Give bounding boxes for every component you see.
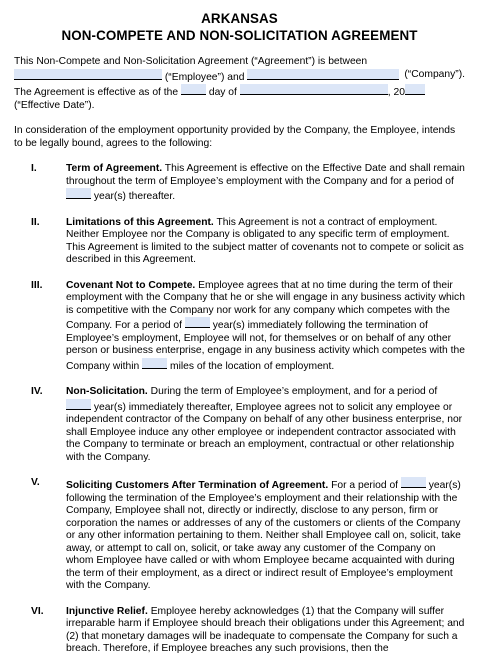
section-text: year(s) immediately following the termination of Employee’s employment, Employee will not, for themselves or on behalf of any other person or business enterprise, engage in any business activity which competes with the Company within [66, 320, 465, 372]
section-number: I. [31, 163, 37, 174]
section-number: VI. [31, 605, 44, 617]
section-number: II. [31, 216, 40, 228]
intro-block [14, 56, 465, 112]
customer-years-field[interactable] [401, 477, 426, 488]
day-label: day of [208, 87, 237, 98]
section-soliciting-customers [14, 477, 465, 593]
term-years-field[interactable] [66, 188, 91, 199]
section-title: Injunctive Relief. [66, 605, 148, 617]
employee-name-field[interactable] [14, 69, 162, 80]
section-text: This Agreement is not a contract of employment. Neither Employee nor the Company is obligated to any specific term of employment. This Agreement is limited to the subject matter of covenants not to compete or solicit as described in this Agreement. [66, 216, 464, 265]
section-term [14, 163, 465, 204]
section-title: Non-Solicitation. [66, 386, 148, 397]
non-solicitation-years-field[interactable] [66, 399, 91, 410]
document-title: NON-COMPETE AND NON-SOLICITATION AGREEMENT [61, 28, 418, 43]
section-text: miles of the location of employment. [167, 360, 335, 372]
year-field[interactable] [405, 84, 425, 95]
effective-prefix: The Agreement is effective as of the [14, 87, 179, 98]
day-field[interactable] [181, 84, 206, 95]
year-prefix: , 20 [387, 87, 405, 98]
section-title: Covenant Not to Compete. [66, 279, 196, 291]
employee-label: (“Employee”) and [164, 71, 245, 83]
non-compete-years-field[interactable] [185, 317, 210, 328]
section-text: year(s) immediately thereafter, Employee agrees not to solicit any employee or independent contractor of the Company on behalf of any other business enterprise, nor shall Employee induce any other employee or independent contractor associated with the Company to terminate or breach an employment, contractual or other relationship with the Company. [66, 401, 463, 463]
section-injunctive-relief [14, 606, 465, 656]
section-number: III. [31, 279, 43, 291]
company-label: (“Company”). [404, 68, 465, 80]
sections-list [14, 163, 465, 656]
section-text: Employee hereby acknowledges (1) that the Company will suffer irreparable harm if Employee should breach their obligations under this Agreement; and (2) that monetary damages will be inadequate to compensate the Company for such a breach. Therefore, if Employee breaches any such provisions, then the [66, 605, 465, 654]
effective-line [14, 84, 465, 100]
intro-line: This Non-Compete and Non-Solicitation Agreement (“Agreement”) is between [14, 56, 368, 67]
section-non-solicitation [14, 386, 465, 464]
section-text: During the term of Employee’s employment, and for a period of [147, 386, 438, 397]
section-title: Limitations of this Agreement. [66, 216, 214, 228]
section-text: This Agreement is effective on the Effective Date and shall remain throughout the term of Employee’s employment with the Company and for a period of [66, 163, 465, 187]
effective-date-label: (“Effective Date”). [14, 99, 95, 111]
section-number: V. [31, 477, 40, 488]
parties-line [14, 69, 465, 85]
section-text: Employee agrees that at no time during the term of their employment with the Company that he or she will engage in any business activity which is competitive with the Company nor work for any company which competes with the Company. For a period of [66, 279, 465, 331]
consideration-paragraph: In consideration of the employment opportunity provided by the Company, the Employee, intends to be legally bound, agrees to the following: [14, 125, 456, 149]
section-number: IV. [31, 386, 43, 397]
document-title-state: ARKANSAS [201, 11, 278, 26]
section-title: Soliciting Customers After Termination of Agreement. [66, 480, 329, 491]
section-title: Term of Agreement. [66, 163, 163, 174]
section-text: year(s) following the termination of the Employee’s employment and their relationship with the Company, Employee shall not, directly or indirectly, disclose to any person, firm or corporation the names or addresses of any of the customers or clients of the Company or any other information pertaining to them. Neither shall Employee call on, solicit, take away, or attempt to call on, solicit, or take away any customer of the Company on whom Employee have called or with whom Employee became acquainted with during the term of their employment, as a direct or indirect result of Employee’s employment with the Company. [66, 480, 461, 591]
section-non-compete [14, 280, 465, 374]
document-body [0, 56, 479, 656]
miles-field[interactable] [142, 358, 167, 369]
company-name-field[interactable] [247, 69, 399, 80]
section-text: For a period of [328, 480, 401, 491]
month-field[interactable] [240, 84, 388, 95]
section-limitations [14, 217, 465, 267]
section-text: year(s) thereafter. [91, 191, 176, 202]
